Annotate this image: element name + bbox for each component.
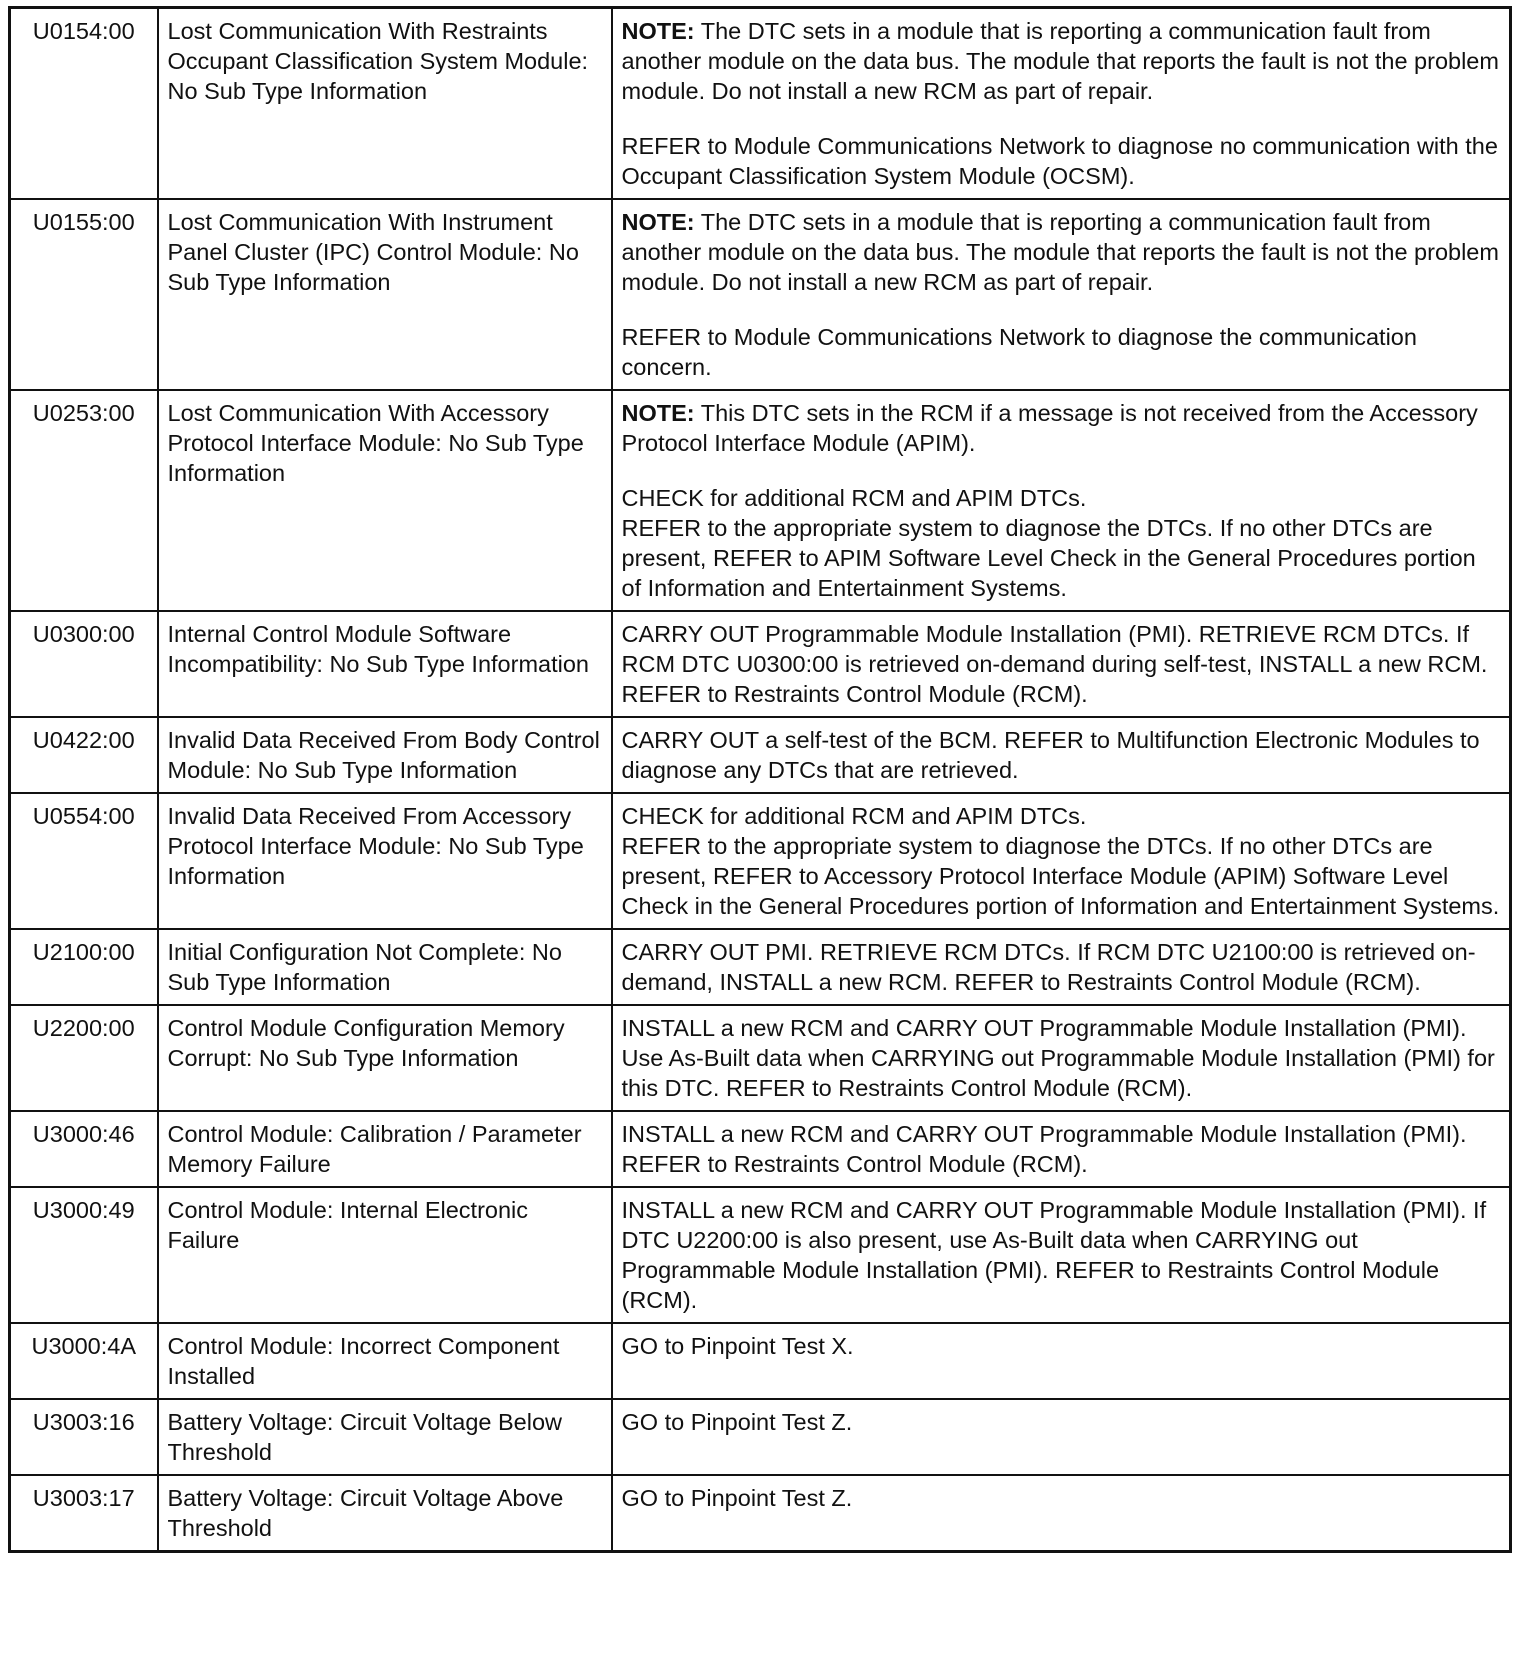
dtc-description: Lost Communication With Accessory Protocol Interface Module: No Sub Type Information bbox=[158, 390, 612, 611]
action-paragraph: REFER to Module Communications Network to diagnose no communication with the Occupant Classification System Module (OCSM). bbox=[621, 133, 1498, 189]
dtc-action bbox=[612, 390, 1511, 611]
note-text: The DTC sets in a module that is reporting a communication fault from another module on the data bus. The module that reports the fault is not the problem module. Do not install a new RCM as part of repair. bbox=[621, 209, 1499, 295]
dtc-action bbox=[612, 611, 1511, 717]
dtc-action bbox=[612, 793, 1511, 929]
note-label: NOTE: bbox=[621, 400, 695, 426]
dtc-action bbox=[612, 1323, 1511, 1399]
action-paragraph: CARRY OUT PMI. RETRIEVE RCM DTCs. If RCM DTC U2100:00 is retrieved on-demand, INSTALL a new RCM. REFER to Restraints Control Module (RCM). bbox=[621, 939, 1476, 995]
dtc-action bbox=[612, 1475, 1511, 1552]
note-label: NOTE: bbox=[621, 18, 695, 44]
note-label: NOTE: bbox=[621, 209, 695, 235]
dtc-description: Control Module: Internal Electronic Failure bbox=[158, 1187, 612, 1323]
dtc-description: Battery Voltage: Circuit Voltage Above Threshold bbox=[158, 1475, 612, 1552]
dtc-action bbox=[612, 1005, 1511, 1111]
table-row bbox=[10, 929, 1511, 1005]
table-row bbox=[10, 1475, 1511, 1552]
dtc-code: U3000:4A bbox=[10, 1323, 158, 1399]
table-row bbox=[10, 793, 1511, 929]
action-paragraph: CHECK for additional RCM and APIM DTCs. bbox=[621, 803, 1087, 829]
dtc-description: Invalid Data Received From Body Control Module: No Sub Type Information bbox=[158, 717, 612, 793]
action-paragraph: INSTALL a new RCM and CARRY OUT Programmable Module Installation (PMI). Use As-Built data when CARRYING out Programmable Module Installation (PMI) for this DTC. REFER to Restraints Control Module (RCM). bbox=[621, 1015, 1495, 1101]
dtc-action bbox=[612, 717, 1511, 793]
dtc-description: Battery Voltage: Circuit Voltage Below Threshold bbox=[158, 1399, 612, 1475]
dtc-code: U3003:16 bbox=[10, 1399, 158, 1475]
dtc-description: Lost Communication With Instrument Panel Cluster (IPC) Control Module: No Sub Type Information bbox=[158, 199, 612, 390]
dtc-code: U3003:17 bbox=[10, 1475, 158, 1552]
dtc-action bbox=[612, 199, 1511, 390]
action-paragraph: CARRY OUT a self-test of the BCM. REFER to Multifunction Electronic Modules to diagnose any DTCs that are retrieved. bbox=[621, 727, 1480, 783]
note-text: This DTC sets in the RCM if a message is not received from the Accessory Protocol Interface Module (APIM). bbox=[621, 400, 1478, 456]
action-paragraph: REFER to Module Communications Network to diagnose the communication concern. bbox=[621, 324, 1417, 380]
table-row bbox=[10, 390, 1511, 611]
table-row bbox=[10, 1399, 1511, 1475]
action-paragraph: GO to Pinpoint Test X. bbox=[621, 1333, 854, 1359]
dtc-code: U2100:00 bbox=[10, 929, 158, 1005]
action-paragraph: REFER to the appropriate system to diagnose the DTCs. If no other DTCs are present, REFER to Accessory Protocol Interface Module (APIM) Software Level Check in the General Procedures portion of Information and Entertainment Systems. bbox=[621, 833, 1500, 919]
table-row bbox=[10, 717, 1511, 793]
table-row bbox=[10, 1323, 1511, 1399]
table-row bbox=[10, 1111, 1511, 1187]
dtc-description: Invalid Data Received From Accessory Protocol Interface Module: No Sub Type Information bbox=[158, 793, 612, 929]
action-paragraph: INSTALL a new RCM and CARRY OUT Programmable Module Installation (PMI). REFER to Restraints Control Module (RCM). bbox=[621, 1121, 1467, 1177]
note-paragraph bbox=[622, 207, 1501, 297]
dtc-description: Lost Communication With Restraints Occupant Classification System Module: No Sub Type Information bbox=[158, 8, 612, 200]
table-row bbox=[10, 1005, 1511, 1111]
dtc-code: U0300:00 bbox=[10, 611, 158, 717]
dtc-code: U0155:00 bbox=[10, 199, 158, 390]
dtc-code: U2200:00 bbox=[10, 1005, 158, 1111]
dtc-action bbox=[612, 8, 1511, 200]
dtc-description: Control Module Configuration Memory Corrupt: No Sub Type Information bbox=[158, 1005, 612, 1111]
table-row bbox=[10, 199, 1511, 390]
action-paragraph: CARRY OUT Programmable Module Installation (PMI). RETRIEVE RCM DTCs. If RCM DTC U0300:00 is retrieved on-demand during self-test, INSTALL a new RCM. REFER to Restraints Control Module (RCM). bbox=[621, 621, 1488, 707]
dtc-description: Internal Control Module Software Incompatibility: No Sub Type Information bbox=[158, 611, 612, 717]
action-paragraph: INSTALL a new RCM and CARRY OUT Programmable Module Installation (PMI). If DTC U2200:00 is also present, use As-Built data when CARRYING out Programmable Module Installation (PMI). REFER to Restraints Control Module (RCM). bbox=[621, 1197, 1487, 1313]
table-row bbox=[10, 1187, 1511, 1323]
dtc-action bbox=[612, 1187, 1511, 1323]
dtc-action bbox=[612, 1399, 1511, 1475]
dtc-action bbox=[612, 1111, 1511, 1187]
table-row bbox=[10, 8, 1511, 200]
action-paragraph: REFER to the appropriate system to diagnose the DTCs. If no other DTCs are present, REFER to APIM Software Level Check in the General Procedures portion of Information and Entertainment Systems. bbox=[621, 515, 1476, 601]
dtc-code: U0422:00 bbox=[10, 717, 158, 793]
dtc-code: U0253:00 bbox=[10, 390, 158, 611]
action-paragraph: CHECK for additional RCM and APIM DTCs. bbox=[621, 485, 1087, 511]
note-text: The DTC sets in a module that is reporting a communication fault from another module on the data bus. The module that reports the fault is not the problem module. Do not install a new RCM as part of repair. bbox=[621, 18, 1499, 104]
note-paragraph bbox=[622, 16, 1501, 106]
dtc-code: U0154:00 bbox=[10, 8, 158, 200]
dtc-code: U3000:46 bbox=[10, 1111, 158, 1187]
action-paragraph: GO to Pinpoint Test Z. bbox=[621, 1485, 853, 1511]
table-row bbox=[10, 611, 1511, 717]
dtc-description: Control Module: Incorrect Component Installed bbox=[158, 1323, 612, 1399]
dtc-action bbox=[612, 929, 1511, 1005]
dtc-code: U0554:00 bbox=[10, 793, 158, 929]
dtc-description: Initial Configuration Not Complete: No Sub Type Information bbox=[158, 929, 612, 1005]
note-paragraph bbox=[622, 398, 1501, 458]
dtc-table bbox=[8, 6, 1512, 1553]
dtc-code: U3000:49 bbox=[10, 1187, 158, 1323]
action-paragraph: GO to Pinpoint Test Z. bbox=[621, 1409, 853, 1435]
dtc-description: Control Module: Calibration / Parameter Memory Failure bbox=[158, 1111, 612, 1187]
